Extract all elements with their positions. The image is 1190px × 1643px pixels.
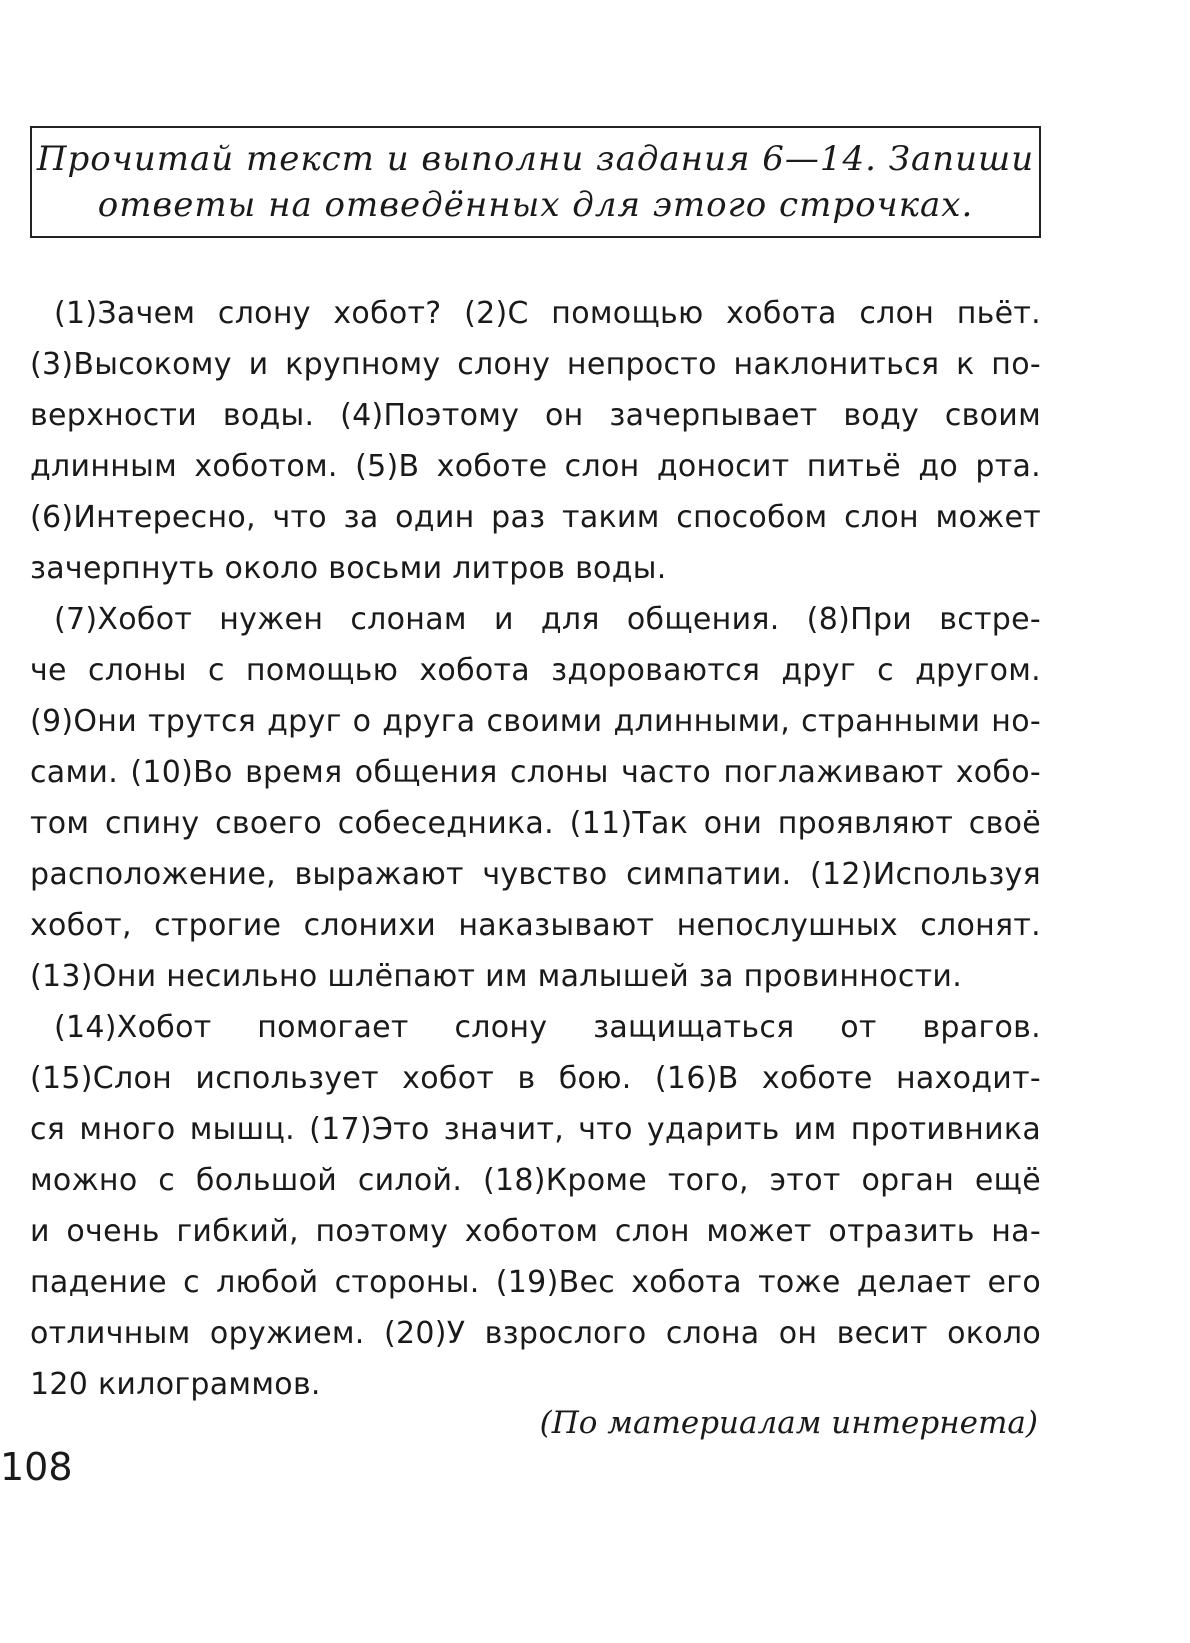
text-line: (3)Высокому и крупному слону непросто наклониться к по- xyxy=(30,347,1041,382)
paragraph-communication xyxy=(30,594,1041,1002)
text-line: длинным хоботом. (5)В хоботе слон доносит питьё до рта. xyxy=(30,449,1041,484)
text-line: расположение, выражают чувство симпатии. (12)Используя xyxy=(30,857,1041,892)
text-line: отличным оружием. (20)У взрослого слона он весит около xyxy=(30,1316,1041,1351)
text-line: 120 килограммов. xyxy=(30,1367,321,1402)
paragraph-defense xyxy=(30,1002,1041,1410)
article-text xyxy=(30,288,1041,1410)
page-number: 108 xyxy=(0,1445,73,1489)
task-instruction-line: Прочитай текст и выполни задания 6—14. Запиши xyxy=(36,139,1035,179)
text-line: ся много мышц. (17)Это значит, что ударить им противника xyxy=(30,1112,1041,1147)
text-line: (14)Хобот помогает слону защищаться от врагов. xyxy=(54,1010,1041,1045)
task-instruction-box xyxy=(30,126,1041,238)
text-line: (7)Хобот нужен слонам и для общения. (8)При встре- xyxy=(54,602,1041,637)
text-line: сами. (10)Во время общения слоны часто поглаживают хобо- xyxy=(30,755,1041,790)
source-attribution: (По материалам интернета) xyxy=(539,1405,1038,1441)
text-line: че слоны с помощью хобота здороваются друг с другом. xyxy=(30,653,1041,688)
text-line: хобот, строгие слонихи наказывают непослушных слонят. xyxy=(30,908,1041,943)
text-line: (6)Интересно, что за один раз таким способом слон может xyxy=(30,500,1041,535)
text-line: падение с любой стороны. (19)Вес хобота тоже делает его xyxy=(30,1265,1041,1300)
text-line: (1)Зачем слону хобот? (2)С помощью хобота слон пьёт. xyxy=(54,296,1041,331)
text-line: и очень гибкий, поэтому хоботом слон может отразить на- xyxy=(30,1214,1041,1249)
task-instruction-line: ответы на отведённых для этого строчках. xyxy=(97,185,974,225)
text-line: зачерпнуть около восьми литров воды. xyxy=(30,551,667,586)
text-line: (9)Они трутся друг о друга своими длинными, странными но- xyxy=(30,704,1041,739)
text-line: можно с большой силой. (18)Кроме того, этот орган ещё xyxy=(30,1163,1041,1198)
text-line: том спину своего собеседника. (11)Так они проявляют своё xyxy=(30,806,1041,841)
text-line: верхности воды. (4)Поэтому он зачерпывает воду своим xyxy=(30,398,1041,433)
text-line: (13)Они несильно шлёпают им малышей за провинности. xyxy=(30,959,963,994)
paragraph-drinking xyxy=(30,288,1041,594)
text-line: (15)Слон использует хобот в бою. (16)В хоботе находит- xyxy=(30,1061,1041,1096)
